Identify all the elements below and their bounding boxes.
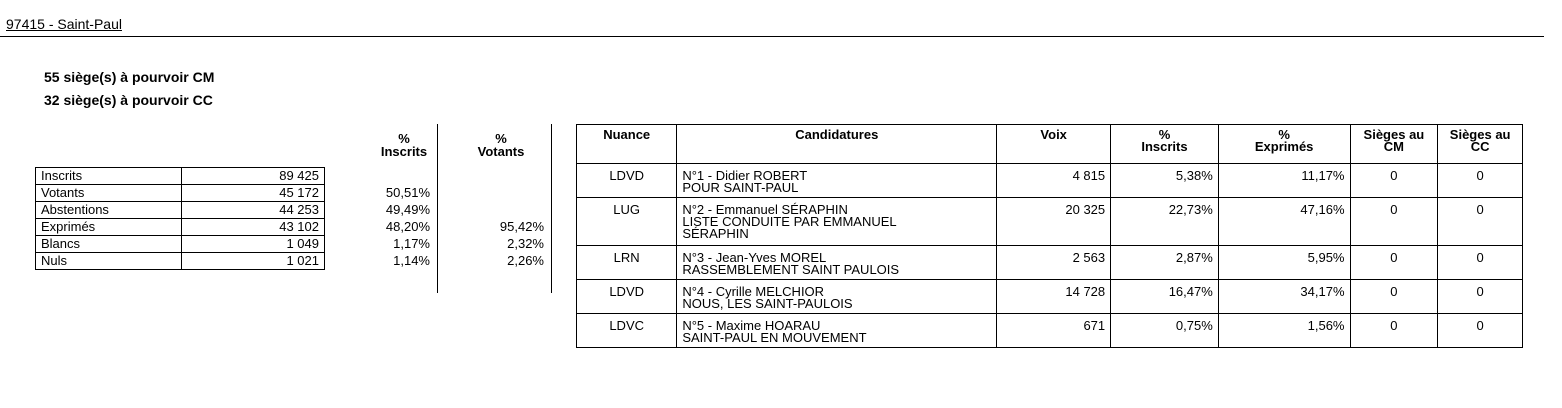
candidate-sieges-cc: 0 — [1438, 280, 1523, 314]
stats-label: Abstentions — [36, 202, 182, 219]
candidate-sieges-cm: 0 — [1350, 246, 1438, 280]
candidate-list-name: POUR SAINT-PAUL — [682, 180, 799, 195]
candidate-nuance: LUG — [577, 198, 677, 246]
candidate-pct-inscrits: 16,47% — [1111, 280, 1219, 314]
stats-value: 89 425 — [182, 168, 325, 185]
stats-label: Inscrits — [36, 168, 182, 185]
stats-value: 1 021 — [182, 253, 325, 270]
header-sieges-cc-suffix: CC — [1470, 139, 1490, 154]
candidate-list-name: RASSEMBLEMENT SAINT PAULOIS — [682, 262, 900, 277]
candidates-table — [576, 124, 1523, 348]
candidate-pct-exprimes: 34,17% — [1218, 280, 1350, 314]
stats-column-divider — [437, 124, 438, 293]
candidate-voix: 2 563 — [997, 246, 1111, 280]
candidate-cell — [677, 198, 997, 246]
stats-pct-votants: 2,26% — [507, 253, 544, 268]
candidate-row — [577, 314, 1523, 348]
header-sieges-cm-label: Sièges au — [1363, 127, 1425, 142]
candidate-pct-inscrits: 0,75% — [1111, 314, 1219, 348]
stats-row — [36, 202, 325, 219]
candidate-nuance: LRN — [577, 246, 677, 280]
stats-pct-inscrits: 1,17% — [393, 236, 430, 251]
header-nuance: Nuance — [577, 125, 677, 164]
candidate-row — [577, 246, 1523, 280]
candidate-pct-inscrits: 2,87% — [1111, 246, 1219, 280]
stats-header-pct-inscrits-label: Inscrits — [380, 144, 428, 159]
header-divider — [0, 36, 1544, 37]
stats-label: Exprimés — [36, 219, 182, 236]
stats-value: 43 102 — [182, 219, 325, 236]
candidate-list-name: SAINT-PAUL EN MOUVEMENT — [682, 330, 867, 345]
candidate-row — [577, 164, 1523, 198]
stats-row — [36, 168, 325, 185]
commune-title: 97415 - Saint-Paul — [6, 16, 122, 32]
header-pct-exprimes-label: Exprimés — [1254, 139, 1314, 154]
seats-cc: 32 siège(s) à pourvoir CC — [44, 92, 213, 108]
stats-label: Nuls — [36, 253, 182, 270]
stats-header-pct-votants — [456, 132, 546, 158]
candidate-sieges-cm: 0 — [1350, 280, 1438, 314]
stats-pct-inscrits: 48,20% — [385, 219, 430, 234]
stats-pct-inscrits: 49,49% — [385, 202, 430, 217]
candidate-pct-exprimes: 1,56% — [1218, 314, 1350, 348]
candidate-sieges-cc: 0 — [1438, 246, 1523, 280]
header-candidatures: Candidatures — [677, 125, 997, 164]
stats-row — [36, 253, 325, 270]
header-sieges-cm-suffix: CM — [1383, 139, 1404, 154]
stats-pct-inscrits: 50,51% — [385, 185, 430, 200]
stats-value: 1 049 — [182, 236, 325, 253]
stats-table — [35, 167, 325, 270]
header-pct-exprimes — [1218, 125, 1350, 164]
seats-cm: 55 siège(s) à pourvoir CM — [44, 69, 215, 85]
candidate-sieges-cm: 0 — [1350, 164, 1438, 198]
stats-pct-votants: 2,32% — [507, 236, 544, 251]
candidate-name: N°5 - Maxime HOARAU — [682, 318, 821, 333]
candidate-row — [577, 280, 1523, 314]
candidate-name: N°2 - Emmanuel SÉRAPHIN — [682, 202, 848, 217]
candidate-name: N°3 - Jean-Yves MOREL — [682, 250, 827, 265]
header-pct-inscrits-label: Inscrits — [1141, 139, 1188, 154]
stats-row — [36, 219, 325, 236]
header-sieges-cc — [1438, 125, 1523, 164]
candidate-name: N°1 - Didier ROBERT — [682, 168, 808, 183]
stats-value: 45 172 — [182, 185, 325, 202]
header-voix: Voix — [997, 125, 1111, 164]
candidate-pct-exprimes: 47,16% — [1218, 198, 1350, 246]
candidate-sieges-cm: 0 — [1350, 198, 1438, 246]
candidate-pct-inscrits: 5,38% — [1111, 164, 1219, 198]
candidate-row — [577, 198, 1523, 246]
candidate-cell — [677, 246, 997, 280]
candidate-cell — [677, 314, 997, 348]
header-pct-exprimes-symbol: % — [1278, 127, 1290, 142]
header-sieges-cm — [1350, 125, 1438, 164]
candidate-voix: 14 728 — [997, 280, 1111, 314]
candidate-sieges-cc: 0 — [1438, 164, 1523, 198]
candidate-list-name: SÉRAPHIN — [682, 226, 749, 241]
stats-label: Votants — [36, 185, 182, 202]
candidate-nuance: LDVC — [577, 314, 677, 348]
candidate-voix: 671 — [997, 314, 1111, 348]
candidate-nuance: LDVD — [577, 280, 677, 314]
candidate-cell — [677, 164, 997, 198]
stats-column-divider — [551, 124, 552, 293]
stats-label: Blancs — [36, 236, 182, 253]
candidate-sieges-cc: 0 — [1438, 198, 1523, 246]
header-sieges-cc-label: Sièges au — [1449, 127, 1511, 142]
stats-pct-inscrits: 1,14% — [393, 253, 430, 268]
stats-header-pct-inscrits — [359, 132, 449, 158]
candidate-pct-exprimes: 5,95% — [1218, 246, 1350, 280]
candidate-pct-inscrits: 22,73% — [1111, 198, 1219, 246]
stats-row — [36, 236, 325, 253]
stats-header-pct-inscrits-symbol: % — [398, 131, 410, 146]
stats-row — [36, 185, 325, 202]
candidate-pct-exprimes: 11,17% — [1218, 164, 1350, 198]
candidate-sieges-cc: 0 — [1438, 314, 1523, 348]
stats-header-pct-votants-symbol: % — [495, 131, 507, 146]
candidate-name: N°4 - Cyrille MELCHIOR — [682, 284, 825, 299]
candidate-list-name: LISTE CONDUITE PAR EMMANUEL — [682, 214, 897, 229]
stats-pct-votants: 95,42% — [499, 219, 544, 234]
candidate-voix: 20 325 — [997, 198, 1111, 246]
candidate-voix: 4 815 — [997, 164, 1111, 198]
stats-value: 44 253 — [182, 202, 325, 219]
candidate-sieges-cm: 0 — [1350, 314, 1438, 348]
stats-header-pct-votants-label: Votants — [477, 144, 525, 159]
candidate-nuance: LDVD — [577, 164, 677, 198]
candidate-list-name: NOUS, LES SAINT-PAULOIS — [682, 296, 853, 311]
header-pct-inscrits-symbol: % — [1158, 127, 1171, 142]
candidates-header-row — [577, 125, 1523, 164]
candidate-cell — [677, 280, 997, 314]
header-pct-inscrits — [1111, 125, 1219, 164]
